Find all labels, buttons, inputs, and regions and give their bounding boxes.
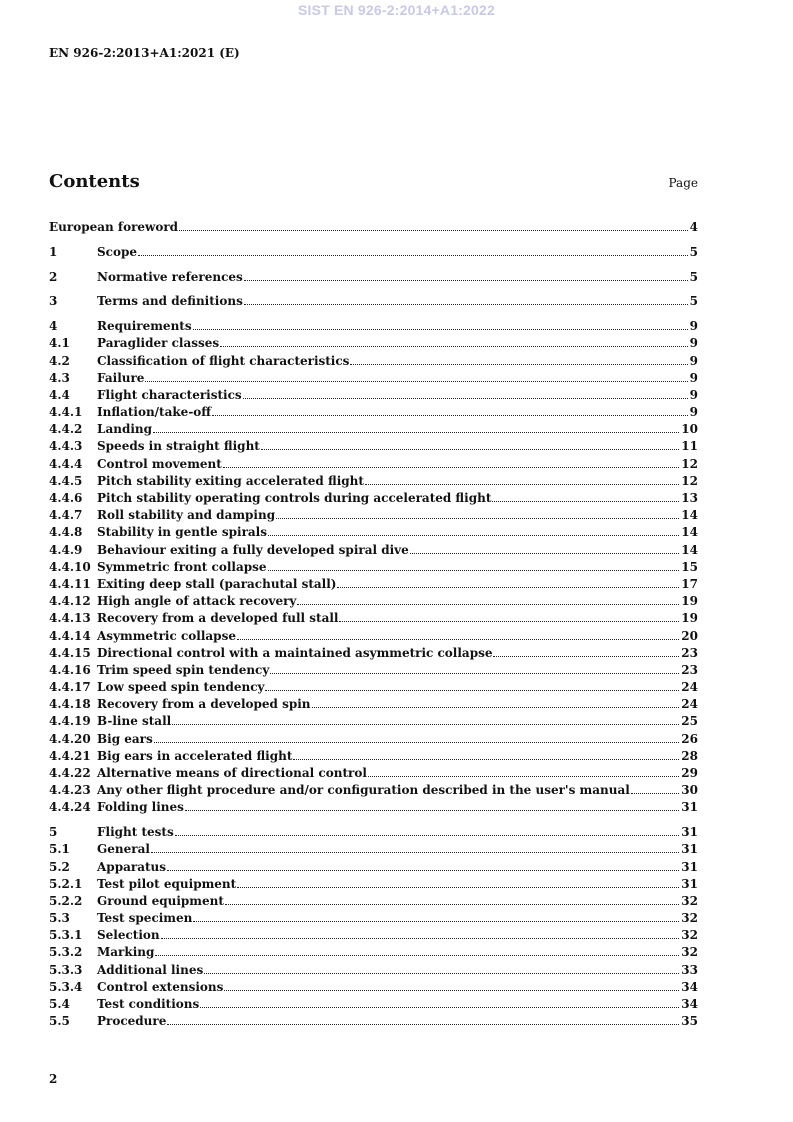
toc-entry[interactable] — [49, 220, 698, 237]
toc-entry-number: 5.5 — [49, 1014, 70, 1029]
toc-dot-leader — [179, 230, 688, 231]
toc-entry-number: 4.2 — [49, 353, 70, 368]
toc-entry[interactable] — [49, 611, 698, 628]
toc-entry-title: Roll stability and damping — [97, 508, 276, 523]
toc-entry[interactable] — [49, 732, 698, 749]
toc-entry-number: 4.4.17 — [49, 680, 91, 695]
toc-entry[interactable] — [49, 319, 698, 336]
toc-entry-number: 4.4 — [49, 387, 70, 402]
toc-entry-number: 4.4.6 — [49, 491, 83, 505]
toc-entry-page: 35 — [681, 1014, 698, 1029]
toc-entry-page: 19 — [681, 611, 698, 626]
toc-entry-page: 17 — [681, 576, 698, 591]
toc-entry-page: 32 — [681, 911, 698, 926]
toc-entry[interactable] — [49, 980, 698, 997]
toc-dot-leader — [350, 364, 687, 365]
toc-entry-title: Classification of flight characteristics — [97, 353, 350, 368]
toc-entry-number: 4.4.22 — [49, 766, 91, 780]
toc-dot-leader — [224, 990, 679, 991]
toc-entry-number: 5.4 — [49, 997, 70, 1012]
toc-entry-page: 32 — [681, 893, 698, 908]
toc-entry-number: 5.1 — [49, 842, 70, 857]
toc-entry[interactable] — [49, 911, 698, 928]
toc-entry[interactable] — [49, 354, 698, 371]
toc-entry-number: 4.4.7 — [49, 508, 83, 523]
toc-dot-leader — [237, 639, 679, 640]
toc-entry[interactable] — [49, 525, 698, 542]
toc-entry-title: Control extensions — [97, 979, 224, 994]
page-column-label: Page — [668, 176, 698, 190]
toc-dot-leader — [261, 449, 679, 450]
toc-entry-title: Additional lines — [97, 962, 204, 977]
toc-dot-leader — [492, 501, 679, 502]
toc-entry-number: 5.3.2 — [49, 945, 83, 960]
toc-entry-title: Recovery from a developed spin — [97, 697, 311, 712]
toc-entry-page: 32 — [681, 928, 698, 943]
toc-entry-number: 5.3.4 — [49, 979, 83, 994]
toc-entry[interactable] — [49, 1014, 698, 1031]
toc-dot-leader — [154, 742, 680, 743]
toc-entry-number: 5.3.3 — [49, 962, 83, 977]
toc-entry-number: 4.4.5 — [49, 473, 83, 488]
toc-dot-leader — [243, 398, 688, 399]
toc-entry[interactable] — [49, 388, 698, 405]
toc-entry-number: 5.2.1 — [49, 876, 83, 891]
toc-entry[interactable] — [49, 697, 698, 714]
toc-entry-title: Test specimen — [97, 911, 193, 926]
toc-entry-page: 31 — [681, 842, 698, 857]
toc-dot-leader — [339, 621, 679, 622]
toc-entry-page: 4 — [689, 220, 698, 234]
toc-entry-title: Marking — [97, 945, 155, 960]
toc-entry[interactable] — [49, 577, 698, 594]
toc-entry-title: Pitch stability operating controls during accelerated flight — [97, 491, 492, 505]
toc-entry-title: Requirements — [97, 319, 192, 334]
toc-entry-page: 15 — [681, 559, 698, 574]
toc-entry-page: 9 — [689, 353, 698, 368]
toc-entry[interactable] — [49, 714, 698, 731]
toc-dot-leader — [172, 724, 679, 725]
toc-entry-number: 4.4.1 — [49, 405, 83, 420]
toc-entry-title: Control movement — [97, 456, 222, 471]
toc-entry[interactable] — [49, 842, 698, 859]
toc-entry-title: Any other flight procedure and/or configuration described in the user's manual — [97, 783, 630, 798]
toc-entry[interactable] — [49, 543, 698, 560]
page-number: 2 — [49, 1072, 58, 1086]
toc-entry[interactable] — [49, 560, 698, 577]
toc-entry-number: 4.4.18 — [49, 697, 91, 712]
toc-entry-title: Flight characteristics — [97, 387, 242, 402]
toc-entry-title: Paraglider classes — [97, 336, 220, 351]
toc-entry-page: 19 — [681, 594, 698, 609]
toc-entry-title: Symmetric front collapse — [97, 559, 267, 574]
toc-entry-number: 4.4.11 — [49, 576, 91, 591]
toc-dot-leader — [167, 1024, 679, 1025]
toc-entry[interactable] — [49, 663, 698, 680]
toc-dot-leader — [185, 810, 679, 811]
toc-dot-leader — [265, 690, 679, 691]
toc-entry-page: 12 — [681, 456, 698, 471]
toc-entry-number: 4.4.13 — [49, 611, 91, 626]
toc-entry[interactable] — [49, 928, 698, 945]
toc-entry-page: 9 — [689, 387, 698, 402]
toc-entry-number: 4.4.2 — [49, 422, 83, 437]
toc-entry-page: 9 — [689, 370, 698, 385]
toc-entry-title: Landing — [97, 422, 153, 437]
toc-entry-title: Ground equipment — [97, 893, 224, 908]
toc-entry-page: 31 — [681, 825, 698, 840]
toc-entry-title: Folding lines — [97, 800, 184, 815]
toc-entry-number: 5.3.1 — [49, 928, 83, 943]
toc-entry-number: 4.4.9 — [49, 542, 83, 557]
toc-dot-leader — [151, 852, 679, 853]
toc-entry[interactable] — [49, 371, 698, 388]
toc-dot-leader — [220, 346, 687, 347]
toc-entry[interactable] — [49, 245, 698, 262]
toc-entry-number: 4.4.23 — [49, 783, 91, 798]
toc-dot-leader — [293, 759, 679, 760]
toc-entry-title: Apparatus — [97, 859, 166, 874]
toc-entry-page: 12 — [681, 473, 698, 488]
toc-entry-number: 3 — [49, 294, 58, 309]
toc-entry[interactable] — [49, 336, 698, 353]
toc-entry-number: 5.2.2 — [49, 893, 83, 908]
toc-entry-page: 20 — [681, 628, 698, 643]
toc-dot-leader — [268, 535, 679, 536]
toc-entry-title: Procedure — [97, 1014, 167, 1029]
toc-entry-number: 4.4.24 — [49, 800, 91, 815]
toc-entry[interactable] — [49, 749, 698, 766]
toc-entry-page: 9 — [689, 405, 698, 420]
toc-entry-page: 31 — [681, 859, 698, 874]
document-id: EN 926-2:2013+A1:2021 (E) — [49, 46, 240, 60]
toc-entry[interactable] — [49, 825, 698, 842]
toc-entry-title: Flight tests — [97, 825, 174, 840]
toc-entry-title: Stability in gentle spirals — [97, 525, 267, 540]
toc-dot-leader — [276, 518, 679, 519]
toc-entry-number: 4.4.3 — [49, 439, 83, 454]
toc-entry-title: Asymmetric collapse — [97, 628, 236, 643]
toc-entry[interactable] — [49, 491, 698, 508]
toc-entry-title: Pitch stability exiting accelerated flight — [97, 473, 364, 488]
toc-entry-title: Alternative means of directional control — [97, 766, 367, 780]
toc-entry-page: 30 — [681, 783, 698, 798]
toc-entry[interactable] — [49, 422, 698, 439]
toc-dot-leader — [193, 329, 688, 330]
toc-dot-leader — [312, 707, 680, 708]
toc-dot-leader — [268, 570, 680, 571]
toc-entry-page: 10 — [681, 422, 698, 437]
toc-entry-page: 32 — [681, 945, 698, 960]
toc-dot-leader — [161, 938, 680, 939]
toc-entry[interactable] — [49, 270, 698, 287]
toc-dot-leader — [155, 955, 679, 956]
toc-entry-number: 5.3 — [49, 911, 70, 926]
toc-entry-number: 4.4.8 — [49, 525, 83, 540]
toc-dot-leader — [631, 793, 680, 794]
toc-entry-title: Test conditions — [97, 997, 200, 1012]
toc-entry-title: Low speed spin tendency — [97, 680, 265, 695]
toc-entry-title: Exiting deep stall (parachutal stall) — [97, 576, 337, 591]
toc-entry-number: 5 — [49, 825, 58, 840]
toc-entry-title: Test pilot equipment — [97, 876, 237, 891]
toc-entry[interactable] — [49, 457, 698, 474]
toc-entry[interactable] — [49, 680, 698, 697]
toc-entry-title: Inflation/take-off — [97, 405, 212, 420]
toc-entry-number: 4.4.4 — [49, 456, 83, 471]
toc-entry[interactable] — [49, 405, 698, 422]
toc-dot-leader — [297, 604, 679, 605]
toc-entry-title: European foreword — [49, 220, 179, 234]
toc-entry-number: 4.4.19 — [49, 714, 91, 729]
toc-entry[interactable] — [49, 945, 698, 962]
toc-entry-page: 29 — [681, 766, 698, 780]
toc-entry-title: Directional control with a maintained asymmetric collapse — [97, 645, 493, 660]
toc-entry[interactable] — [49, 783, 698, 800]
toc-entry-number: 4.4.16 — [49, 662, 91, 677]
toc-entry-page: 5 — [689, 294, 698, 309]
toc-entry-page: 14 — [681, 542, 698, 557]
toc-entry[interactable] — [49, 629, 698, 646]
toc-entry-number: 4.4.14 — [49, 628, 91, 643]
toc-entry-title: Terms and definitions — [97, 294, 243, 309]
toc-entry-number: 4 — [49, 319, 58, 334]
toc-entry[interactable] — [49, 997, 698, 1014]
toc-dot-leader — [244, 280, 688, 281]
toc-entry[interactable] — [49, 508, 698, 525]
toc-dot-leader — [410, 553, 680, 554]
toc-entry-title: General — [97, 842, 150, 857]
toc-entry[interactable] — [49, 294, 698, 311]
toc-dot-leader — [365, 484, 679, 485]
toc-entry-number: 1 — [49, 244, 58, 259]
toc-entry-page: 23 — [681, 662, 698, 677]
toc-entry[interactable] — [49, 646, 698, 663]
toc-entry-title: B-line stall — [97, 714, 172, 729]
toc-entry-title: High angle of attack recovery — [97, 594, 297, 609]
toc-entry-number: 4.3 — [49, 370, 70, 385]
toc-entry[interactable] — [49, 594, 698, 611]
toc-entry-number: 4.4.12 — [49, 594, 91, 609]
toc-entry[interactable] — [49, 894, 698, 911]
toc-entry-page: 25 — [681, 714, 698, 729]
toc-entry[interactable] — [49, 963, 698, 980]
toc-entry-title: Behaviour exiting a fully developed spiral dive — [97, 542, 409, 557]
toc-entry-title: Normative references — [97, 269, 243, 284]
toc-entry[interactable] — [49, 766, 698, 783]
toc-entry-title: Big ears — [97, 731, 153, 746]
toc-entry-title: Selection — [97, 928, 160, 943]
toc-entry-page: 26 — [681, 731, 698, 746]
toc-dot-leader — [493, 656, 679, 657]
toc-dot-leader — [200, 1007, 679, 1008]
toc-entry-number: 4.1 — [49, 336, 70, 351]
toc-dot-leader — [337, 587, 679, 588]
toc-dot-leader — [223, 467, 680, 468]
toc-entry[interactable] — [49, 474, 698, 491]
toc-dot-leader — [244, 304, 688, 305]
toc-entry[interactable] — [49, 800, 698, 817]
toc-entry-page: 31 — [681, 800, 698, 815]
contents-title: Contents — [49, 171, 140, 192]
toc-entry-number: 4.4.15 — [49, 645, 91, 660]
toc-dot-leader — [145, 381, 687, 382]
toc-entry-number: 4.4.20 — [49, 731, 91, 746]
toc-entry[interactable] — [49, 439, 698, 456]
toc-entry-page: 9 — [689, 319, 698, 334]
toc-entry-number: 5.2 — [49, 859, 70, 874]
toc-entry-page: 33 — [681, 962, 698, 977]
toc-entry-number: 4.4.10 — [49, 559, 91, 574]
toc-entry-title: Scope — [97, 244, 138, 259]
toc-dot-leader — [225, 904, 679, 905]
toc-entry-page: 9 — [689, 336, 698, 351]
toc-entry-page: 14 — [681, 525, 698, 540]
toc-entry-title: Recovery from a developed full stall — [97, 611, 339, 626]
toc-entry-page: 23 — [681, 645, 698, 660]
toc-entry-title: Big ears in accelerated flight — [97, 748, 293, 763]
toc-entry-page: 34 — [681, 997, 698, 1012]
toc-entry-page: 34 — [681, 979, 698, 994]
toc-dot-leader — [153, 432, 679, 433]
toc-dot-leader — [175, 835, 680, 836]
toc-entry-page: 5 — [689, 269, 698, 284]
table-of-contents — [49, 220, 698, 1031]
toc-dot-leader — [237, 887, 679, 888]
toc-entry-page: 28 — [681, 748, 698, 763]
toc-entry-number: 2 — [49, 269, 58, 284]
toc-entry-page: 11 — [681, 439, 698, 454]
toc-entry[interactable] — [49, 877, 698, 894]
toc-entry-page: 13 — [681, 491, 698, 505]
toc-dot-leader — [138, 255, 688, 256]
toc-dot-leader — [368, 776, 679, 777]
toc-entry-title: Trim speed spin tendency — [97, 662, 270, 677]
toc-dot-leader — [212, 415, 687, 416]
toc-entry-title: Speeds in straight flight — [97, 439, 260, 454]
toc-entry-page: 24 — [681, 697, 698, 712]
toc-entry[interactable] — [49, 860, 698, 877]
toc-entry-page: 24 — [681, 680, 698, 695]
toc-entry-title: Failure — [97, 370, 145, 385]
toc-dot-leader — [204, 973, 679, 974]
watermark: SIST EN 926-2:2014+A1:2022 — [297, 2, 496, 18]
toc-entry-page: 5 — [689, 244, 698, 259]
toc-entry-number: 4.4.21 — [49, 748, 91, 763]
toc-dot-leader — [167, 870, 679, 871]
toc-dot-leader — [270, 673, 679, 674]
toc-entry-page: 31 — [681, 876, 698, 891]
toc-dot-leader — [193, 921, 679, 922]
toc-entry-page: 14 — [681, 508, 698, 523]
